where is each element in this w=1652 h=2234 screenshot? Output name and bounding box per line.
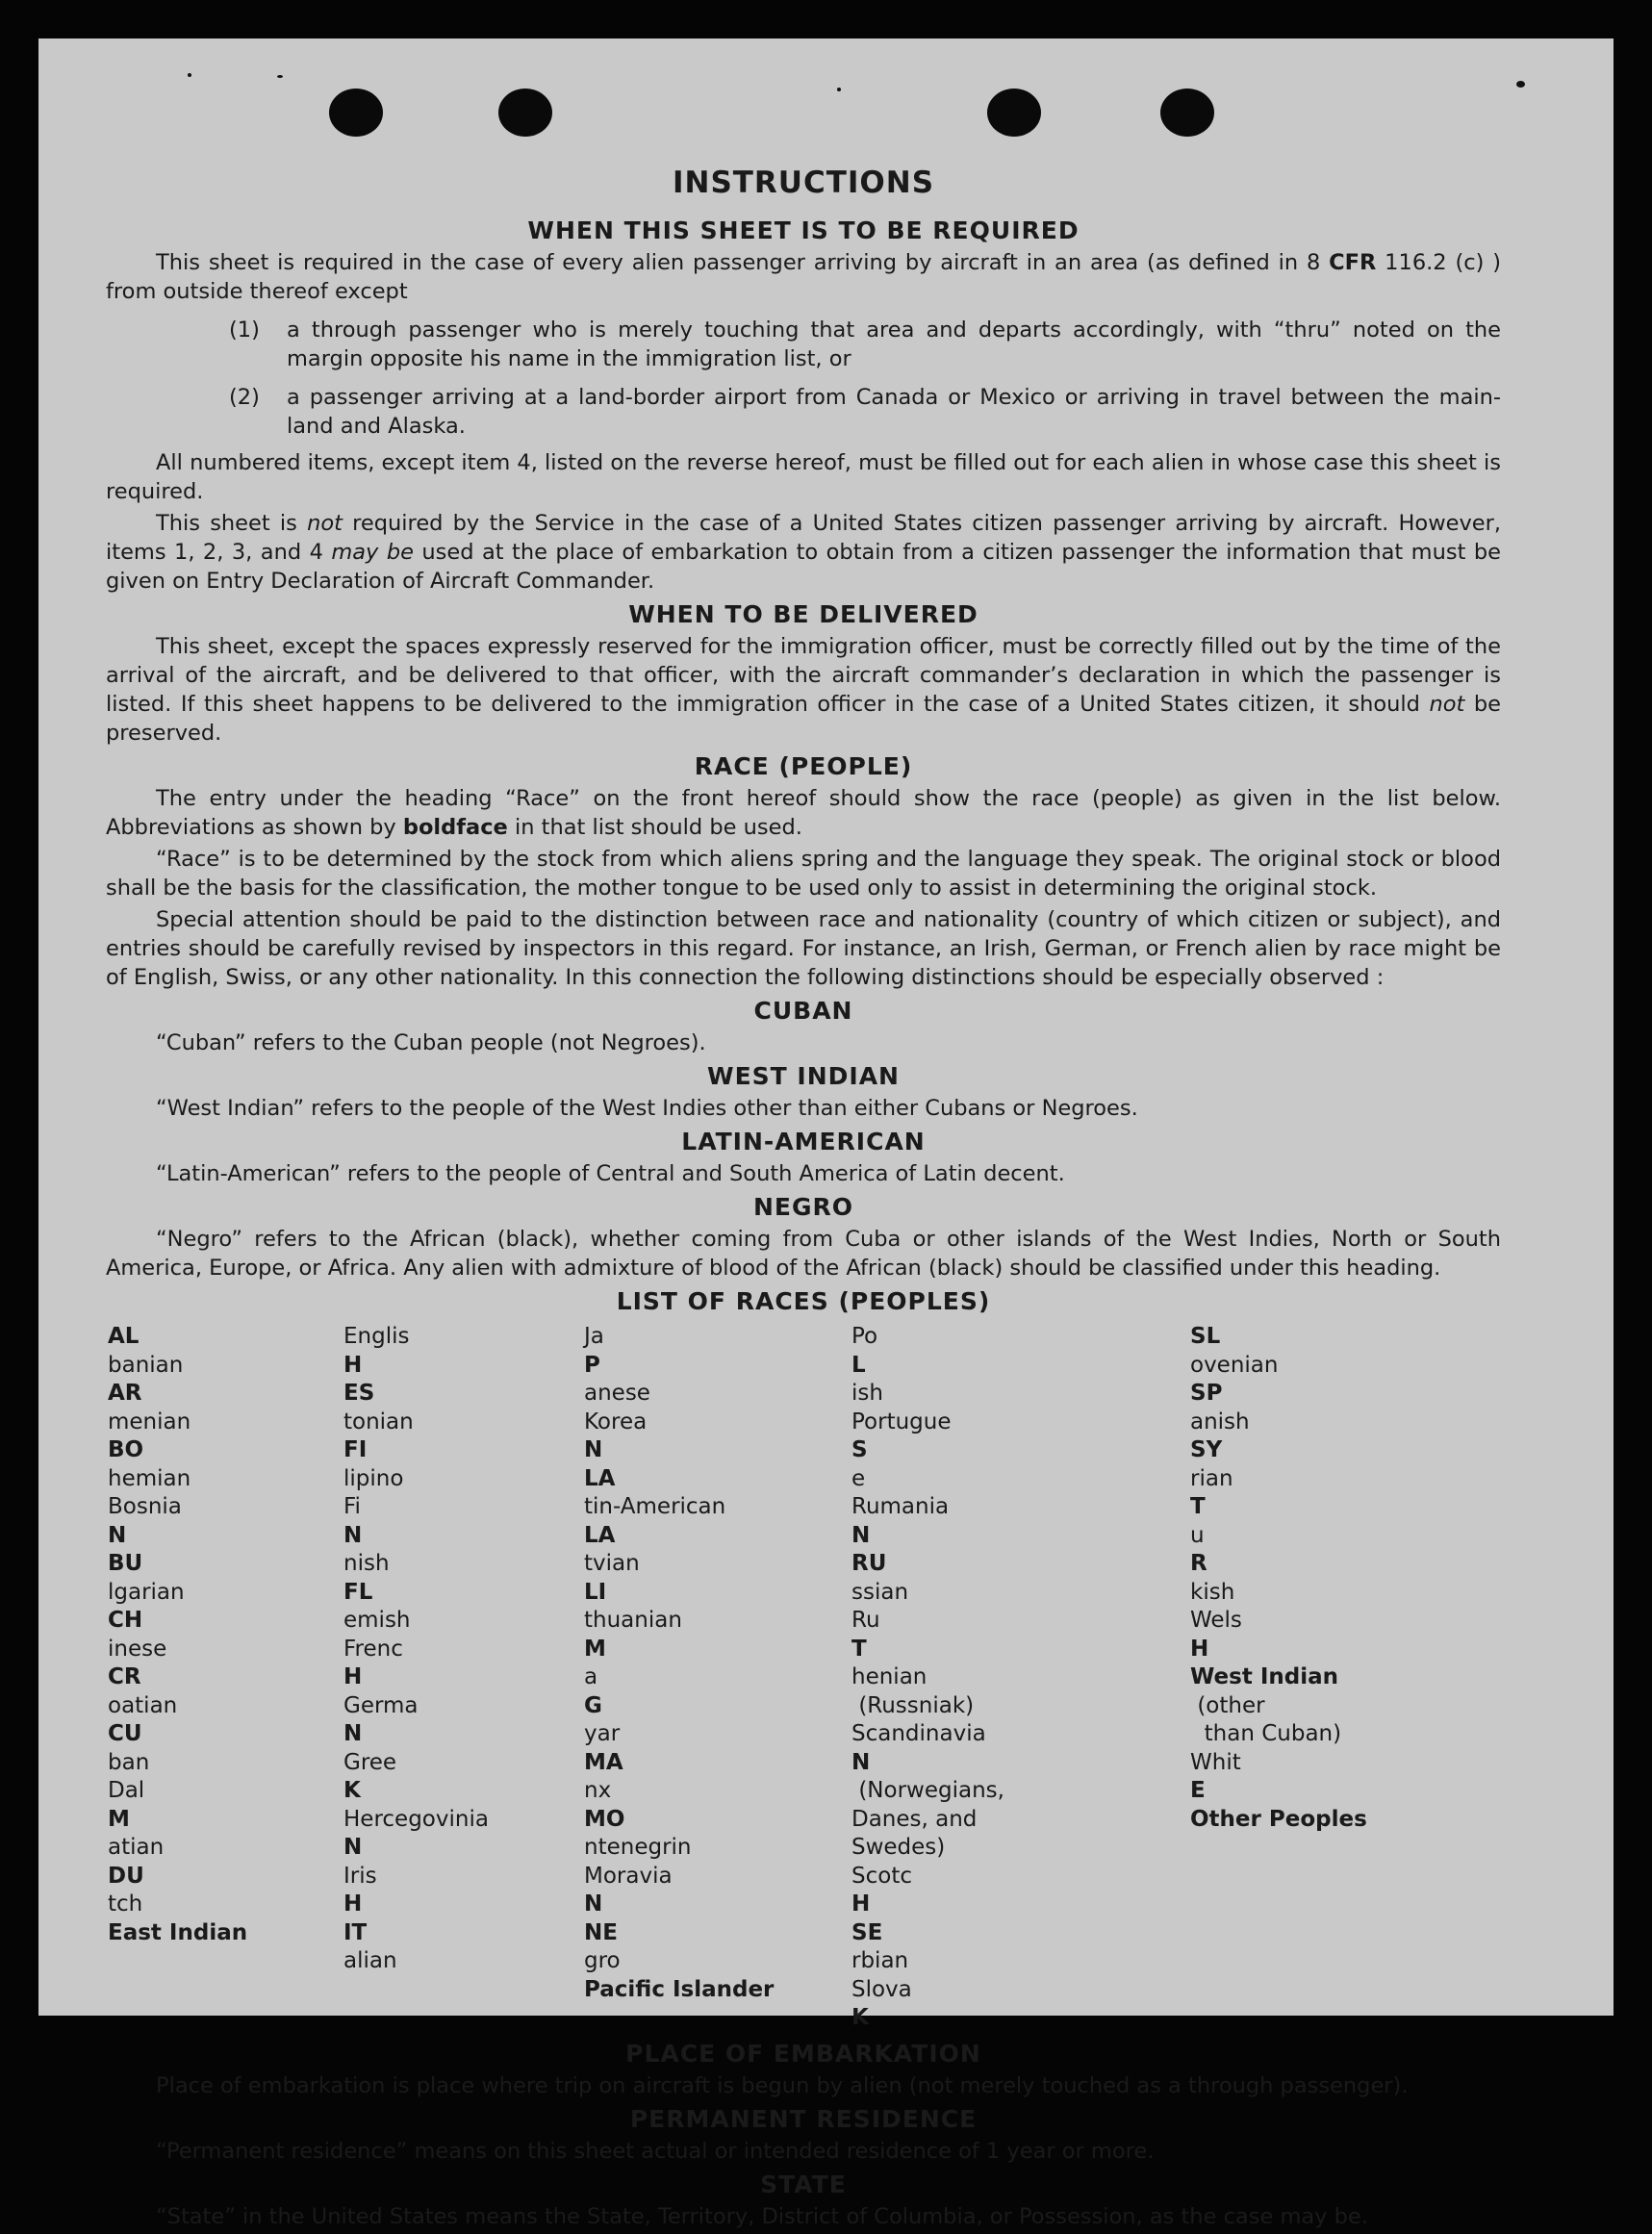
race-abbrev-bold: N (343, 1721, 363, 1746)
race-entry (343, 1692, 584, 1749)
race-abbrev-bold: L (851, 1352, 866, 1378)
speck (277, 75, 283, 78)
speck (837, 88, 841, 91)
paragraph-negro: “Negro” refers to the African (black), whether coming from Cuba or other islands of the West Indies, North or South America, Europe, or Africa. Any alien with admixture of blood of the African (black) should be classified under this heading. (106, 1227, 1501, 1281)
race-entry (108, 1919, 343, 1948)
race-text: e (851, 1465, 866, 1491)
race-abbrev-bold: BU (108, 1551, 143, 1576)
paragraph-latin-american: “Latin-American” refers to the people of Central and South America of Latin decent. (156, 1161, 1065, 1186)
race-entry (108, 1720, 343, 1777)
heading-when-delivered: WHEN TO BE DELIVERED (628, 600, 978, 628)
race-text: kish (1190, 1579, 1235, 1605)
race-text: ish (851, 1381, 883, 1406)
race-entry (1190, 1607, 1469, 1663)
paragraph-race-1 (106, 784, 1501, 842)
race-entry (1190, 1720, 1469, 1749)
race-entry (343, 1919, 584, 1976)
heading-latin-american: LATIN-AMERICAN (681, 1128, 926, 1155)
race-abbrev-bold: MA (584, 1749, 623, 1775)
race-text: Gree (343, 1749, 397, 1775)
race-abbrev-bold: BO (108, 1437, 144, 1462)
race-abbrev-bold: P (584, 1352, 600, 1378)
heading-permanent-residence: PERMANENT RESIDENCE (629, 2104, 978, 2133)
race-entry (1190, 1663, 1469, 1720)
race-entry (851, 1720, 1190, 1806)
race-abbrev-bold: AR (108, 1381, 142, 1406)
race-entry (851, 1409, 1190, 1494)
race-entry (108, 1550, 343, 1607)
race-text: anish (1190, 1409, 1250, 1434)
race-abbrev-bold: Pacific Islander (584, 1976, 775, 2002)
text-fragment-bold: boldface (402, 815, 508, 840)
race-abbrev-bold: H (343, 1891, 363, 1917)
races-list (108, 1323, 1501, 2033)
race-text: nish (343, 1551, 390, 1576)
heading-cuban: CUBAN (753, 997, 853, 1025)
race-text: than Cuban) (1190, 1721, 1342, 1746)
race-text: tonian (343, 1409, 414, 1434)
race-abbrev-bold: H (1190, 1636, 1209, 1662)
race-text: Moravia (584, 1863, 673, 1889)
race-text: (Norwegians, (851, 1778, 1004, 1803)
paragraph-cuban: “Cuban” refers to the Cuban people (not Negroes). (156, 1030, 706, 1055)
race-text: Wels (1190, 1608, 1242, 1633)
race-entry (343, 1493, 584, 1579)
race-entry (584, 1522, 851, 1579)
race-text: menian (108, 1409, 191, 1434)
race-abbrev-bold: West Indian (1190, 1664, 1339, 1689)
item-text: a through passenger who is merely touching that area and departs accordingly, with “thru” noted on the margin opposite his name in the immigration list, or (287, 317, 1501, 371)
race-text: Korea (584, 1409, 648, 1434)
paragraph-embarkation: Place of embarkation is place where trip on aircraft is begun by alien (not merely touched as a through passenger). (156, 2072, 1409, 2098)
race-text: Fi (343, 1494, 361, 1519)
race-entry (1190, 1380, 1469, 1436)
race-abbrev-bold: G (584, 1692, 602, 1718)
race-entry (108, 1663, 343, 1720)
race-text: Dal (108, 1778, 145, 1803)
heading-when-required: WHEN THIS SHEET IS TO BE REQUIRED (527, 216, 1080, 244)
item-number: (2) (229, 385, 260, 410)
race-entry (584, 1465, 851, 1522)
race-abbrev-bold: LI (584, 1579, 607, 1605)
race-text: Slova (851, 1976, 912, 2002)
race-abbrev-bold: Other Peoples (1190, 1806, 1367, 1832)
paragraph-west-indian: “West Indian” refers to the people of the West Indies other than either Cubans or Negroes. (156, 1096, 1138, 1121)
race-entry (851, 1323, 1190, 1409)
race-abbrev-bold: N (851, 1522, 871, 1548)
race-abbrev-bold: T (851, 1636, 867, 1662)
race-entry (1190, 1806, 1469, 1835)
heading-list-of-races: LIST OF RACES (PEOPLES) (616, 1287, 991, 1315)
speck (188, 73, 191, 77)
paragraph-state: “State” in the United States means the State, Territory, District of Columbia, or Possession, as the case may be. (156, 2203, 1368, 2229)
race-abbrev-bold: K (851, 2005, 869, 2030)
race-abbrev-bold: LA (584, 1522, 616, 1548)
paragraph-permanent-residence: “Permanent residence” means on this sheet actual or intended residence of 1 year or more. (156, 2138, 1155, 2164)
race-text: lipino (343, 1465, 404, 1491)
race-text: ban (108, 1749, 150, 1775)
race-text: oatian (108, 1692, 178, 1718)
race-abbrev-bold: CH (108, 1608, 143, 1633)
race-text: tin-American (584, 1494, 726, 1519)
punch-hole (1160, 89, 1214, 137)
race-text: Germa (343, 1692, 419, 1718)
race-text: nx (584, 1778, 612, 1803)
race-abbrev-bold: S (851, 1437, 868, 1462)
race-entry (108, 1436, 343, 1493)
race-entry (584, 1863, 851, 1919)
race-abbrev-bold: FI (343, 1437, 368, 1462)
text-fragment: The entry under the heading “Race” on the front hereof should show the race (people) as given in the list below. Abbreviations as shown by (106, 786, 1501, 840)
race-text: anese (584, 1381, 650, 1406)
text-fragment-italic: not (1429, 692, 1465, 717)
race-entry (851, 1493, 1190, 1550)
race-text: ntenegrin (584, 1835, 692, 1860)
race-text: emish (343, 1608, 411, 1633)
races-column (343, 1323, 584, 2033)
paragraph-race-2: “Race” is to be determined by the stock from which aliens spring and the language they speak. The original stock or blood shall be the basis for the classification, the mother tongue to be used only to assist in determining the original stock. (106, 847, 1501, 901)
race-text: thuanian (584, 1608, 682, 1633)
race-abbrev-bold: M (584, 1636, 606, 1662)
race-abbrev-bold: N (343, 1835, 363, 1860)
race-entry (343, 1579, 584, 1636)
exception-item-1 (106, 316, 1501, 373)
race-text: Rumania (851, 1494, 950, 1519)
text-fragment: 116.2 (c) ) from outside thereof except (106, 250, 1501, 304)
race-text: Iris (343, 1863, 377, 1889)
text-fragment: be preserved. (106, 692, 1502, 746)
race-text: Portugue (851, 1409, 952, 1434)
race-entry (1190, 1749, 1469, 1806)
text-fragment: This sheet is required in the case of every alien passenger arriving by aircraft in an area (as defined in 8 (156, 250, 1330, 275)
speck (1516, 81, 1525, 88)
race-text: ssian (851, 1579, 909, 1605)
race-entry (851, 1919, 1190, 1976)
race-entry (108, 1607, 343, 1663)
instructions-body (106, 165, 1501, 2234)
race-abbrev-bold: N (343, 1522, 363, 1548)
races-column (108, 1323, 343, 2033)
race-entry (108, 1380, 343, 1436)
race-abbrev-bold: FL (343, 1579, 373, 1605)
race-entry (584, 1579, 851, 1636)
heading-negro: NEGRO (752, 1193, 854, 1221)
punch-hole (987, 89, 1041, 137)
paragraph-delivered (106, 632, 1501, 748)
race-text: Danes, and (851, 1806, 978, 1832)
race-entry (584, 1749, 851, 1806)
race-abbrev-bold: E (1190, 1778, 1206, 1803)
race-abbrev-bold: SP (1190, 1381, 1223, 1406)
race-text: Ru (851, 1608, 880, 1633)
race-entry (343, 1806, 584, 1863)
race-abbrev-bold: DU (108, 1863, 144, 1889)
heading-west-indian: WEST INDIAN (707, 1062, 900, 1090)
race-text: lgarian (108, 1579, 185, 1605)
races-column (1190, 1323, 1469, 2033)
race-entry (343, 1323, 584, 1380)
race-abbrev-bold: AL (108, 1324, 140, 1349)
race-entry (851, 1806, 1190, 1835)
race-entry (108, 1863, 343, 1919)
race-entry (1190, 1436, 1469, 1493)
race-text: (other (1190, 1692, 1265, 1718)
race-abbrev-bold: RU (851, 1551, 887, 1576)
race-abbrev-bold: T (1190, 1494, 1206, 1519)
text-fragment: required by the Service in the case of a United States citizen passenger arriving by aircraft. However, items 1, 2, 3, and 4 (106, 511, 1502, 565)
text-fragment-italic: not (307, 511, 343, 536)
race-text: tch (108, 1891, 143, 1917)
race-text: henian (851, 1664, 928, 1689)
race-text: atian (108, 1835, 165, 1860)
race-abbrev-bold: CR (108, 1664, 141, 1689)
race-abbrev-bold: SY (1190, 1437, 1223, 1462)
race-abbrev-bold: CU (108, 1721, 142, 1746)
race-abbrev-bold: N (851, 1749, 871, 1775)
race-text: (Russniak) (851, 1692, 975, 1718)
paragraph-race-3: Special attention should be paid to the distinction between race and nationality (country of which citizen or subject), and entries should be carefully revised by inspectors in this regard. For instance, an Irish, German, or French alien by race might be of English, Swiss, or any other nationality. In this connection the following distinctions should be especially observed : (106, 907, 1501, 990)
race-text: rian (1190, 1465, 1233, 1491)
race-abbrev-bold: H (851, 1891, 871, 1917)
race-abbrev-bold: M (108, 1806, 130, 1832)
race-entry (108, 1323, 343, 1380)
race-text: Frenc (343, 1636, 403, 1662)
race-entry (851, 1863, 1190, 1919)
race-abbrev-bold: SE (851, 1919, 883, 1945)
race-entry (584, 1636, 851, 1749)
race-text: Englis (343, 1324, 410, 1349)
race-entry (343, 1636, 584, 1692)
race-text: yar (584, 1721, 621, 1746)
race-text: ovenian (1190, 1352, 1279, 1378)
race-entry (584, 1919, 851, 1976)
race-abbrev-bold: R (1190, 1551, 1207, 1576)
race-text: Scandinavia (851, 1721, 986, 1746)
race-abbrev-bold: N (584, 1891, 603, 1917)
race-abbrev-bold: LA (584, 1465, 616, 1491)
item-number: (1) (229, 317, 260, 343)
race-entry (584, 1409, 851, 1465)
race-text: gro (584, 1948, 621, 1973)
race-text: Ja (584, 1324, 604, 1349)
paragraph-required-intro (106, 248, 1501, 306)
race-entry (108, 1777, 343, 1863)
race-abbrev-bold: MO (584, 1806, 625, 1832)
races-column (851, 1323, 1190, 2033)
race-entry (584, 1976, 851, 2005)
punch-hole (498, 89, 552, 137)
race-text: u (1190, 1522, 1205, 1548)
page-title: INSTRUCTIONS (672, 165, 935, 200)
item-text: a passenger arriving at a land-border airport from Canada or Mexico or arriving in travel between the main-land and Alaska. (287, 385, 1501, 439)
text-fragment-italic: may be (331, 540, 414, 565)
races-column (584, 1323, 851, 2033)
race-text: Bosnia (108, 1494, 182, 1519)
race-abbrev-bold: SL (1190, 1324, 1221, 1349)
race-entry (343, 1380, 584, 1436)
heading-race: RACE (PEOPLE) (694, 752, 913, 780)
race-abbrev-bold: H (343, 1664, 363, 1689)
punch-hole (329, 89, 383, 137)
race-abbrev-bold: N (108, 1522, 127, 1548)
heading-state: STATE (760, 2170, 847, 2198)
race-text: Scotc (851, 1863, 912, 1889)
race-abbrev-bold: IT (343, 1919, 368, 1945)
exception-item-2 (106, 383, 1501, 441)
text-fragment: This sheet, except the spaces expressly reserved for the immigration officer, must be correctly filled out by the time of the arrival of the aircraft, and be delivered to that officer, with the aircraft commander’s declaration in which the passenger is listed. If this sheet happens to be delivered to the immigration officer in the case of a United States citizen, it should (106, 634, 1501, 717)
race-text: rbian (851, 1948, 909, 1973)
text-fragment: used at the place of embarkation to obtain from a citizen passenger the information that must be given on Entry Declaration of Aircraft Commander. (106, 540, 1501, 594)
race-abbrev-bold: NE (584, 1919, 618, 1945)
race-entry (1190, 1493, 1469, 1607)
heading-embarkation: PLACE OF EMBARKATION (625, 2039, 981, 2068)
race-text: tvian (584, 1551, 640, 1576)
race-entry (851, 1607, 1190, 1720)
race-text: Whit (1190, 1749, 1241, 1775)
text-fragment: This sheet is (156, 511, 308, 536)
race-entry (343, 1749, 584, 1806)
race-entry (1190, 1323, 1469, 1380)
text-fragment-bold: CFR (1329, 250, 1377, 275)
race-abbrev-bold: East Indian (108, 1919, 248, 1945)
race-entry (851, 1550, 1190, 1607)
race-text: Po (851, 1324, 878, 1349)
text-fragment: in that list should be used. (507, 815, 802, 840)
paragraph-numbered-items: All numbered items, except item 4, listed on the reverse hereof, must be filled out for each alien in whose case this sheet is required. (106, 450, 1501, 504)
race-text: Hercegovinia (343, 1806, 489, 1832)
race-text: a (584, 1664, 598, 1689)
race-entry (584, 1323, 851, 1409)
race-entry (851, 1834, 1190, 1863)
race-text: hemian (108, 1465, 191, 1491)
race-abbrev-bold: K (343, 1778, 361, 1803)
race-entry (343, 1436, 584, 1493)
race-entry (851, 1976, 1190, 2033)
race-text: Swedes) (851, 1835, 946, 1860)
race-text: inese (108, 1636, 167, 1662)
race-text: alian (343, 1948, 397, 1973)
race-abbrev-bold: N (584, 1437, 603, 1462)
race-abbrev-bold: ES (343, 1381, 375, 1406)
race-abbrev-bold: H (343, 1352, 363, 1378)
race-entry (584, 1806, 851, 1863)
race-text: banian (108, 1352, 184, 1378)
race-entry (343, 1863, 584, 1919)
paragraph-citizen (106, 509, 1501, 596)
race-entry (108, 1493, 343, 1550)
